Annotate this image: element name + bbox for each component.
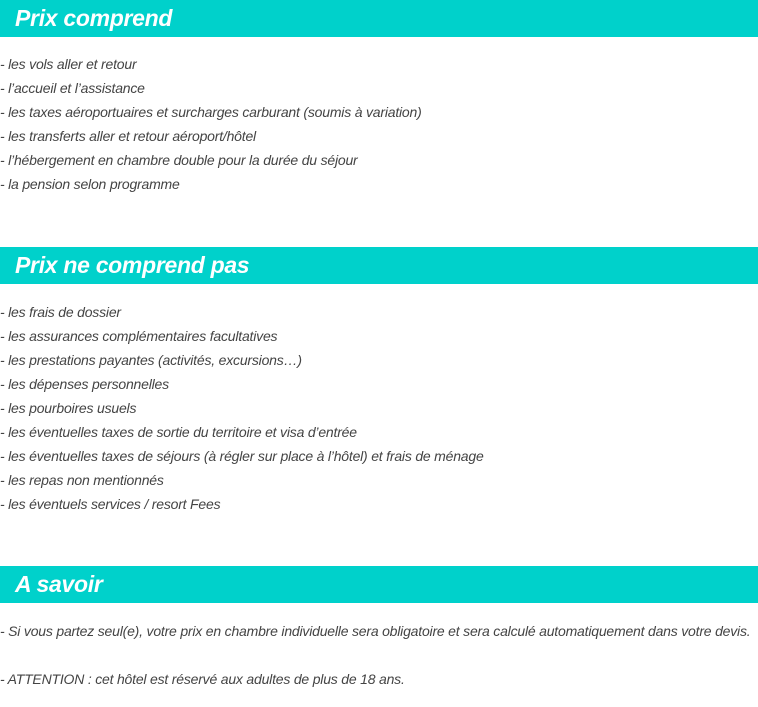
section-title: Prix comprend xyxy=(15,5,173,31)
excluded-list xyxy=(0,300,484,516)
list-item: - les éventuelles taxes de séjours (à régler sur place à l’hôtel) et frais de ménage xyxy=(0,448,484,464)
list-item: - les assurances complémentaires facultatives xyxy=(0,328,278,344)
info-paragraph: - Si vous partez seul(e), votre prix en chambre individuelle sera obligatoire et sera calculé automatiquement dans votre devis. xyxy=(0,623,751,639)
section-title: Prix ne comprend pas xyxy=(15,252,250,278)
info-paragraph: - ATTENTION : cet hôtel est réservé aux adultes de plus de 18 ans. xyxy=(0,671,405,687)
list-item: - les dépenses personnelles xyxy=(0,376,169,392)
included-list xyxy=(0,52,422,196)
list-item: - les transferts aller et retour aéroport/hôtel xyxy=(0,128,256,144)
list-item: - les vols aller et retour xyxy=(0,56,137,72)
list-item: - la pension selon programme xyxy=(0,176,180,192)
list-item: - les repas non mentionnés xyxy=(0,472,164,488)
section-header-prix-ne-comprend-pas xyxy=(0,247,758,284)
list-item: - les éventuelles taxes de sortie du territoire et visa d’entrée xyxy=(0,424,357,440)
list-item: - les taxes aéroportuaires et surcharges carburant (soumis à variation) xyxy=(0,104,422,120)
list-item: - les frais de dossier xyxy=(0,304,121,320)
section-header-a-savoir xyxy=(0,566,758,603)
list-item: - les pourboires usuels xyxy=(0,400,137,416)
list-item: - l’hébergement en chambre double pour la durée du séjour xyxy=(0,152,358,168)
list-item: - les éventuels services / resort Fees xyxy=(0,496,221,512)
list-item: - l’accueil et l’assistance xyxy=(0,80,145,96)
section-title: A savoir xyxy=(15,571,103,597)
section-header-prix-comprend xyxy=(0,0,758,37)
list-item: - les prestations payantes (activités, excursions…) xyxy=(0,352,302,368)
